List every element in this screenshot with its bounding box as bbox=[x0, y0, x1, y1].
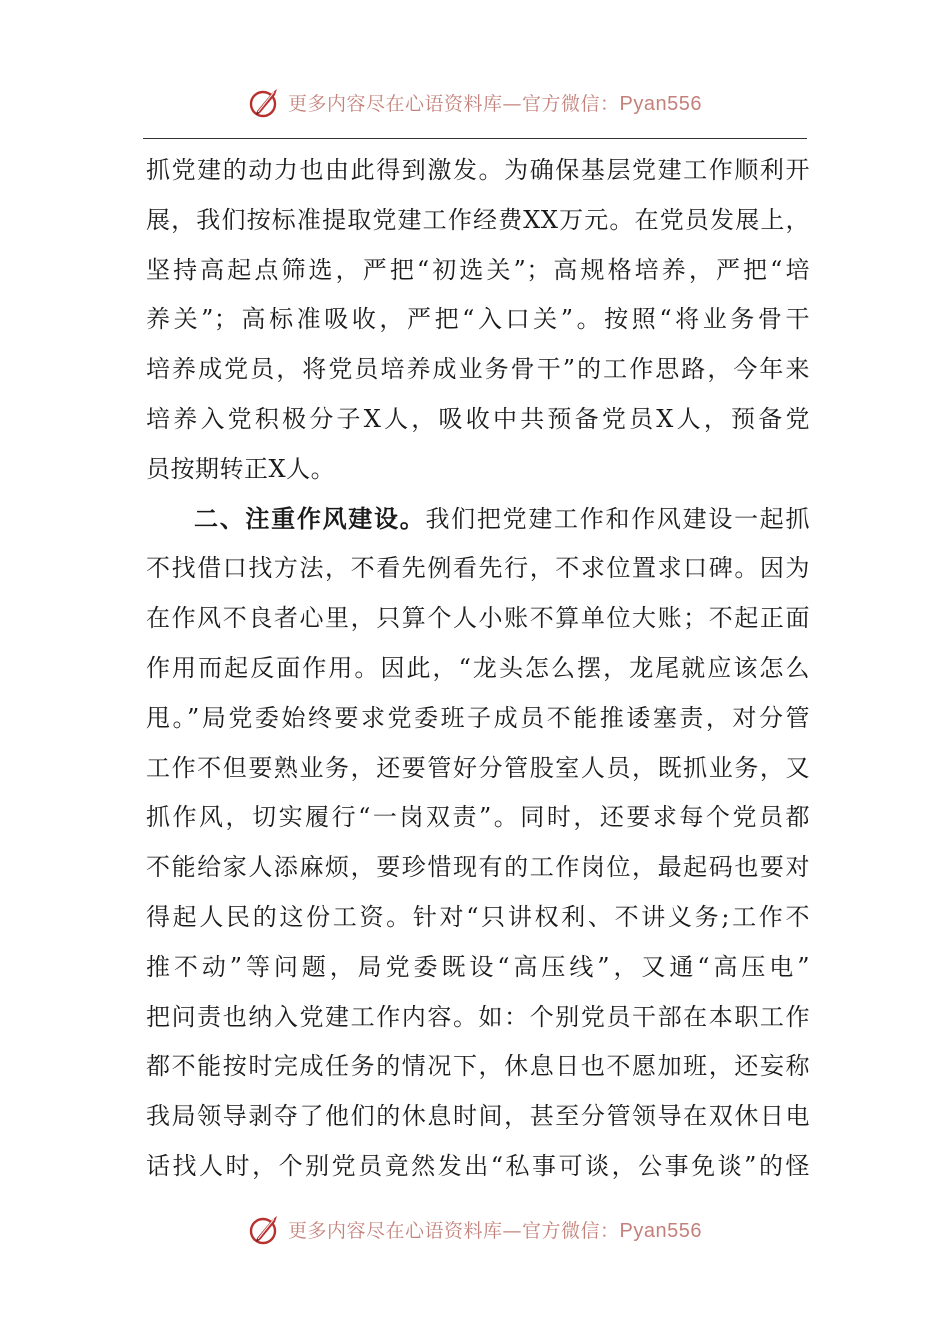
text-line: 养关”；高标准吸收，严把“入口关”。按照“将业务骨干 bbox=[146, 305, 810, 334]
text-line: 培养入党积极分子X人，吸收中共预备党员X人，预备党 bbox=[146, 404, 810, 433]
text-line: 抓作风，切实履行“一岗双责”。同时，还要求每个党员都 bbox=[146, 803, 810, 832]
text-line: 推不动”等问题，局党委既设“高压线”，又通“高压电” bbox=[146, 952, 810, 981]
text-line: 得起人民的这份工资。针对“只讲权利、不讲义务;工作不 bbox=[146, 902, 810, 931]
pen-nib-logo-icon bbox=[248, 1212, 282, 1246]
text-line: 我局领导剥夺了他们的休息时间，甚至分管领导在双休日电 bbox=[146, 1102, 810, 1131]
text-line: 话找人时，个别党员竟然发出“私事可谈，公事免谈”的怪 bbox=[146, 1151, 810, 1180]
text-line: 作用而起反面作用。因此，“龙头怎么摆，龙尾就应该怎么 bbox=[146, 653, 810, 682]
text-line: 把问责也纳入党建工作内容。如：个别党员干部在本职工作 bbox=[146, 1002, 810, 1031]
section-heading: 二、注重作风建设。 bbox=[194, 504, 426, 533]
watermark-text: 更多内容尽在心语资料库—官方微信：Pyan556 bbox=[288, 92, 702, 115]
text-line: 抓党建的动力也由此得到激发。为确保基层党建工作顺利开 bbox=[146, 156, 810, 184]
pen-nib-logo-icon bbox=[248, 85, 282, 119]
text-line: 坚持高起点筛选，严把“初选关”；高规格培养，严把“培 bbox=[146, 255, 810, 284]
text-line: 展，我们按标准提取党建工作经费XX万元。在党员发展上， bbox=[146, 205, 810, 234]
text-line: 培养成党员，将党员培养成业务骨干”的工作思路，今年来 bbox=[146, 355, 810, 384]
header-divider bbox=[143, 138, 807, 139]
document-body bbox=[146, 146, 810, 1192]
watermark-text: 更多内容尽在心语资料库—官方微信：Pyan556 bbox=[288, 1219, 702, 1242]
text-line: 员按期转正X人。 bbox=[146, 454, 336, 483]
footer-watermark bbox=[0, 1205, 950, 1253]
text-line: 在作风不良者心里，只算个人小账不算单位大账；不起正面 bbox=[146, 604, 810, 633]
section-heading-line bbox=[146, 495, 810, 545]
text-line: 不能给家人添麻烦，要珍惜现有的工作岗位，最起码也要对 bbox=[146, 853, 810, 882]
text-line: 甩。”局党委始终要求党委班子成员不能推诿塞责，对分管 bbox=[146, 703, 810, 732]
text-line: 都不能按时完成任务的情况下，休息日也不愿加班，还妄称 bbox=[146, 1052, 810, 1081]
text-run: 我们把党建工作和作风建设一起抓 bbox=[425, 504, 811, 533]
watermark-brand: Pyan556 bbox=[619, 92, 702, 115]
watermark-brand: Pyan556 bbox=[619, 1219, 702, 1242]
text-line: 工作不但要熟业务，还要管好分管股室人员，既抓业务，又 bbox=[146, 753, 810, 782]
text-line: 不找借口找方法，不看先例看先行，不求位置求口碑。因为 bbox=[146, 554, 810, 583]
header-watermark bbox=[0, 78, 950, 126]
